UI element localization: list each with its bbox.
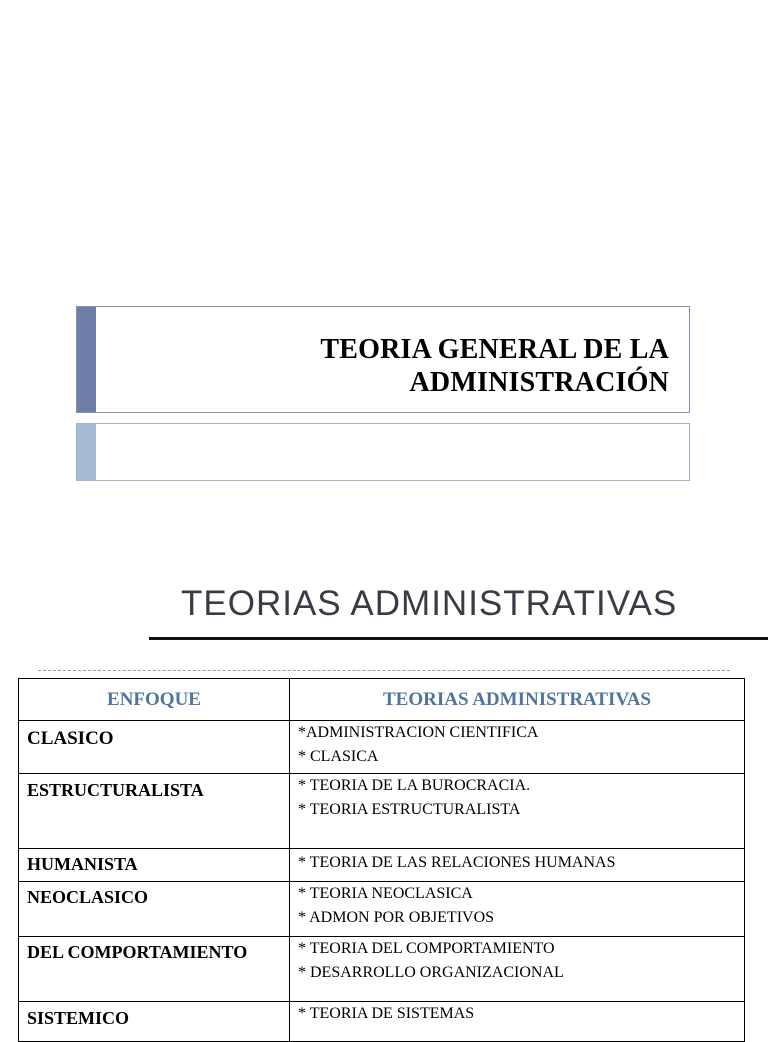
theory-item: * ADMON POR OBJETIVOS: [298, 909, 495, 926]
enfoque-cell: CLASICO: [19, 721, 290, 774]
title-accent-bar: [77, 307, 96, 412]
subtitle-accent-bar: [77, 424, 96, 480]
table-row: [19, 937, 745, 1002]
table-row: [19, 774, 745, 849]
table-row: [19, 882, 745, 937]
enfoque-cell: NEOCLASICO: [19, 882, 290, 937]
dashed-divider: [38, 670, 730, 671]
theory-item: * TEORIA DE SISTEMAS: [298, 1005, 475, 1022]
theory-item: *ADMINISTRACION CIENTIFICA: [298, 724, 539, 741]
theories-table: [18, 678, 745, 1042]
slide-title: [320, 333, 669, 399]
teorias-cell: [290, 774, 745, 849]
title-placeholder: [76, 306, 690, 413]
theory-item: * TEORIA DE LA BUROCRACIA.: [298, 777, 531, 794]
table-row: [19, 1002, 745, 1042]
slide-title-line-1: TEORIA GENERAL DE LA: [320, 334, 669, 365]
theory-item: * CLASICA: [298, 748, 379, 765]
theory-item: * TEORIA DE LAS RELACIONES HUMANAS: [298, 854, 616, 871]
table-header-row: [19, 679, 745, 721]
enfoque-cell: SISTEMICO: [19, 1002, 290, 1042]
table-row: [19, 721, 745, 774]
teorias-cell: [290, 937, 745, 1002]
theory-item: * TEORIA DEL COMPORTAMIENTO: [298, 940, 555, 957]
theory-item: * TEORIA NEOCLASICA: [298, 885, 473, 902]
enfoque-cell: HUMANISTA: [19, 849, 290, 882]
teorias-cell: [290, 1002, 745, 1042]
enfoque-cell: DEL COMPORTAMIENTO: [19, 937, 290, 1002]
section-title: TEORIAS ADMINISTRATIVAS: [181, 584, 678, 623]
subtitle-placeholder: [76, 423, 690, 481]
teorias-cell: [290, 849, 745, 882]
slide-title-line-2: ADMINISTRACIÓN: [409, 367, 669, 398]
theory-item: * TEORIA ESTRUCTURALISTA: [298, 801, 521, 818]
title-underline: [149, 637, 768, 640]
header-enfoque: ENFOQUE: [19, 679, 290, 721]
teorias-cell: [290, 882, 745, 937]
header-teorias: TEORIAS ADMINISTRATIVAS: [290, 679, 745, 721]
table-row: [19, 849, 745, 882]
teorias-cell: [290, 721, 745, 774]
theory-item: * DESARROLLO ORGANIZACIONAL: [298, 964, 564, 981]
enfoque-cell: ESTRUCTURALISTA: [19, 774, 290, 849]
